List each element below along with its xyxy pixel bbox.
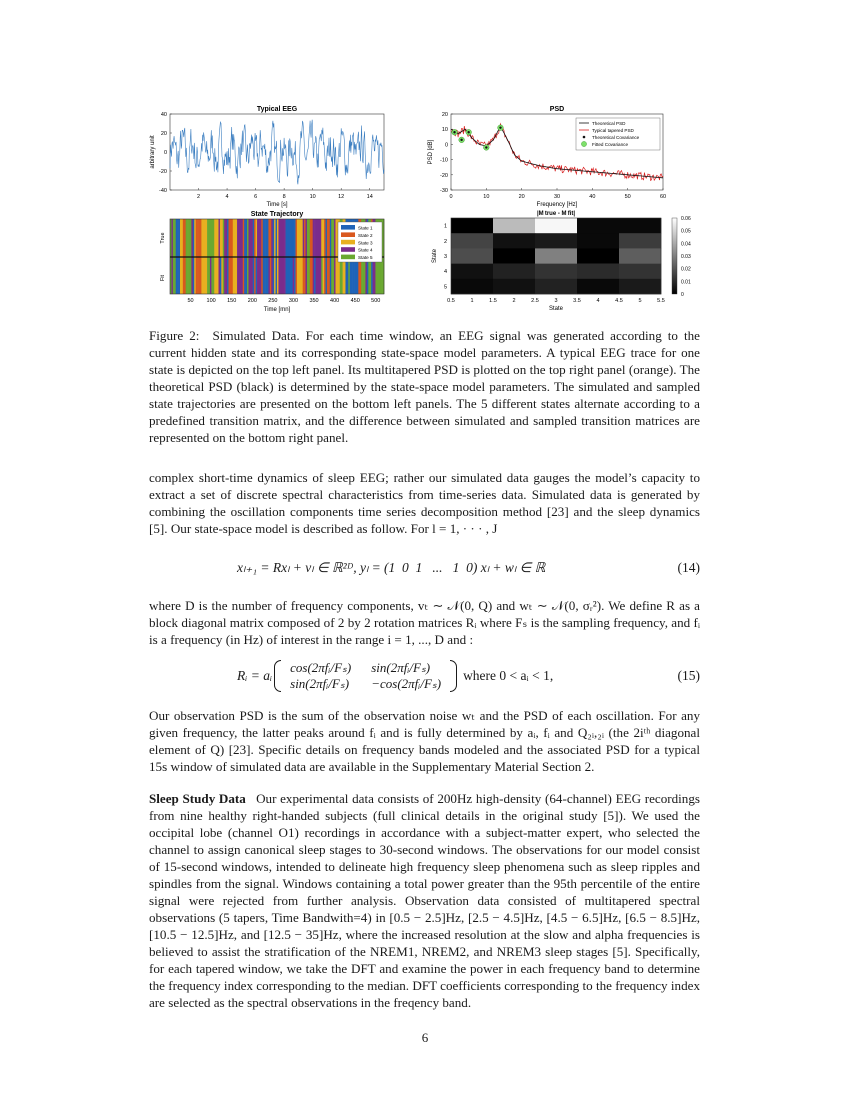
paragraph-definitions: where D is the number of frequency components, vₜ ∼ 𝒩(0, Q) and wₜ ∼ 𝒩(0, σᵣ²). We define R as a block diagonal matrix composed of 2 by 2 rotation matrices Rᵢ where Fₛ is the sampling frequency, and fᵢ is a frequency (in Hz) of interest in the range i = 1, ..., D and : — [149, 598, 700, 647]
matrix-cell — [577, 248, 619, 264]
eeg-xtick-label: 10 — [309, 194, 316, 200]
matrix-cell — [577, 264, 619, 280]
psd-ytick-label: -10 — [440, 157, 448, 164]
psd-xtick-label: 60 — [659, 194, 667, 200]
state-legend-label: State 2 — [358, 232, 373, 238]
matrix-ytick-label: 3 — [443, 254, 447, 260]
eeg-xtick-label: 12 — [338, 194, 345, 200]
psd-xtick-label: 50 — [624, 194, 631, 200]
matrix-xtick-label: 3.5 — [573, 298, 581, 304]
matrix-cell — [619, 279, 661, 295]
matrix-xtick-label: 4 — [596, 298, 600, 304]
state-legend-label: State 3 — [358, 240, 373, 246]
matrix-cell — [619, 233, 661, 249]
matrix-cell — [577, 218, 619, 234]
state-xtick-label: 500 — [371, 298, 381, 304]
psd-theoretical-point — [467, 131, 469, 133]
state-legend-swatch — [341, 240, 355, 245]
state-xtick-label: 100 — [206, 298, 216, 304]
equation-15-lhs: Rᵢ = aᵢ — [237, 668, 273, 683]
equation-14-number: (14) — [677, 560, 700, 575]
matrix-cell — [451, 264, 493, 280]
psd-ylabel: PSD [dB] — [428, 139, 434, 165]
matrix-cell — [451, 279, 493, 295]
psd-legend-item: Fitted Covariance — [592, 142, 629, 147]
matrix-xtick-label: 3 — [554, 298, 558, 304]
figure-canvas — [148, 100, 700, 320]
matrix-entry: cos(2πfᵢ/Fₛ) — [290, 660, 352, 675]
matrix-cell — [493, 233, 535, 249]
psd-legend-item: Theoretical PSD — [592, 121, 626, 126]
psd-theoretical-point — [460, 139, 462, 141]
psd-ytick-label: -20 — [440, 172, 448, 179]
matrix-xticks — [447, 298, 665, 304]
state-xtick-label: 300 — [288, 298, 299, 304]
matrix-xlabel: State — [548, 306, 564, 312]
matrix-cell — [451, 218, 493, 234]
matrix-cell — [535, 218, 577, 234]
psd-ytick-label: 0 — [444, 142, 448, 149]
psd-legend — [576, 118, 660, 150]
psd-panel — [428, 106, 666, 208]
paragraph-heading: Sleep Study Data — [149, 791, 246, 806]
eeg-xtick-label: 14 — [366, 194, 373, 200]
matrix-cell — [619, 248, 661, 264]
matrix-cell — [451, 248, 493, 264]
eeg-ytick-label: -40 — [159, 188, 167, 194]
eeg-xtick-label: 2 — [197, 194, 201, 200]
equation-14-body: xₗ₊₁ = Rxₗ + vₗ ∈ ℝ²ᴰ, yₗ = (1 0 1 ... 1 0) xₗ + wₗ ∈ ℝ — [237, 560, 546, 575]
matrix-xtick-label: 4.5 — [615, 298, 623, 304]
psd-ytick-label: 10 — [441, 127, 448, 134]
equation-15-matrix — [274, 660, 457, 692]
matrix-colorbar — [672, 218, 677, 294]
paragraph-simulated-data: complex short-time dynamics of sleep EEG; rather our simulated data gauges the model’s capacity to extract a set of discrete spectral characteristics from time-series data. Simulated data is generated by combining the oscillation components time series decomposition method [23] and the sleep dynamics [5]. Our state-space model is described as follow. For l = 1, · · · , J — [149, 470, 700, 536]
state-ylabel-fit: Fit — [160, 274, 166, 282]
psd-xtick-label: 30 — [553, 194, 561, 200]
psd-points — [452, 125, 504, 150]
matrix-panel — [432, 211, 691, 312]
matrix-xtick-label: 2 — [512, 298, 516, 304]
psd-xtick-label: 40 — [589, 194, 596, 200]
colorbar-tick-label: 0.01 — [681, 279, 691, 286]
state-xtick-label: 200 — [247, 298, 257, 304]
matrix-cell — [619, 264, 661, 280]
matrix-xtick-label: 5 — [638, 298, 642, 304]
matrix-cell — [535, 264, 577, 280]
state-panel — [160, 211, 384, 313]
state-xticks — [188, 298, 381, 304]
matrix-cell — [493, 264, 535, 280]
state-legend-label: State 1 — [358, 225, 373, 231]
matrix-cell — [577, 233, 619, 249]
psd-xtick-label: 0 — [449, 194, 453, 200]
paragraph-sleep-study-body: Our experimental data consists of 200Hz high-density (64-channel) EEG recordings from nine healthy right-handed subjects (full clinical details in the original study [5]). We used the occipital lobe (channel O1) recordings in accordance with a subject-matter expert, who selected the channel to assign canonical sleep stages to 30-second windows. The observations for our model consist of 15-second windows, intended to delineate high frequency sleep phenomena such as sleep ripples and spindles from the signal. Windows containing a total power greater than the 95th percentile of the entire signal were rejected from further analysis. Observation data consisted of multitapered spectral observations (5 tapers, Time Bandwith=4) in [0.5 − 2.5]Hz, [2.5 − 4.5]Hz, [4.5 − 6.5]Hz, [6.5 − 8.5]Hz, [10.5 − 12.5]Hz, and [12.5 − 35]Hz, where the increased resolution at the slow and alpha frequencies is believed to assist the stratification of the NREM1, NREM2, and NREM3 sleep stages [5]. Specifically, for each tapered window, we take the DFT and examine the power in each frequency band to determine the frequency index corresponding to the median. DFT coefficients corresponding to the frequency index are selected as the spectral observations in the freqency band. — [149, 791, 700, 1010]
matrix-ytick-label: 1 — [443, 223, 447, 230]
psd-legend-item: Theoretical Covariance — [592, 135, 640, 140]
state-xtick-label: 250 — [268, 298, 278, 304]
figure-caption: Figure 2: Simulated Data. For each time window, an EEG signal was generated according to the current hidden state and its corresponding state-space model parameters. A typical EEG trace for one state is depicted on the top left panel. Its multitapered PSD is plotted on the top right panel (orange). The theoretical PSD (black) is determined by the state-space model parameters. The simulated and sampled state trajectories are presented on the bottom left panels. The 5 different states alternate according to a predefined transition matrix, and the difference between simulated and sampled transition matrices are represented on the bottom right panel. — [149, 328, 700, 445]
matrix-ytick-label: 4 — [443, 269, 447, 276]
matrix-cell — [577, 279, 619, 295]
colorbar-tick-label: 0.06 — [681, 216, 691, 222]
colorbar-tick-label: 0 — [681, 292, 684, 298]
state-xtick-label: 50 — [187, 298, 194, 304]
state-ylabel-true: True — [160, 232, 166, 244]
equation-15-condition: where 0 < aᵢ < 1, — [463, 668, 554, 683]
eeg-ytick-label: 40 — [160, 112, 167, 118]
eeg-ytick-label: 0 — [163, 150, 167, 156]
state-xtick-label: 150 — [227, 298, 237, 304]
psd-theoretical-point — [453, 131, 455, 133]
state-title: State Trajectory — [250, 211, 304, 218]
psd-ytick-label: -30 — [440, 188, 448, 194]
matrix-cell — [493, 248, 535, 264]
eeg-xtick-label: 8 — [282, 194, 286, 200]
state-xtick-label: 350 — [309, 298, 319, 304]
matrix-ytick-label: 5 — [443, 284, 447, 291]
matrix-ytick-label: 2 — [443, 238, 447, 245]
psd-title: PSD — [549, 106, 565, 113]
colorbar-tick-label: 0.03 — [681, 254, 691, 260]
state-legend — [338, 222, 382, 262]
state-legend-swatch — [341, 247, 355, 252]
colorbar-tick-label: 0.02 — [681, 266, 691, 273]
eeg-xtick-label: 4 — [225, 194, 229, 200]
state-legend-swatch — [341, 232, 355, 237]
matrix-cell — [535, 233, 577, 249]
matrix-yticks — [444, 224, 447, 291]
matrix-cell — [493, 218, 535, 234]
psd-legend-item: Typical tapered PSD — [592, 128, 634, 133]
figure-2 — [148, 100, 700, 320]
matrix-xtick-label: 2.5 — [531, 298, 539, 304]
eeg-title: Typical EEG — [256, 106, 298, 113]
matrix-ylabel: State — [432, 248, 438, 264]
state-legend-swatch — [341, 255, 355, 260]
matrix-cell — [451, 233, 493, 249]
eeg-ytick-label: 20 — [160, 131, 167, 137]
eeg-ylabel: arbitrary unit — [150, 135, 156, 169]
eeg-xtick-label: 6 — [254, 194, 258, 200]
matrix-cells — [451, 218, 661, 294]
psd-xlabel: Frequency [Hz] — [536, 202, 578, 208]
matrix-entry: sin(2πfᵢ/Fₛ) — [290, 676, 350, 691]
matrix-colorbar-ticks — [681, 216, 691, 298]
matrix-cell — [535, 248, 577, 264]
paragraph-observation-psd: Our observation PSD is the sum of the observation noise wₜ and the PSD of each oscillation. For any given frequency, the latter peaks around fᵢ and is fully determined by aᵢ, fᵢ and Q₂ᵢ,₂ᵢ (the 2iᵗʰ diagonal element of Q) [23]. Specific details on frequency bands modeled and the associated PSD for a typical 15s window of simulated data are available in the Supplementary Material Section 2. — [149, 708, 700, 774]
equation-15 — [149, 658, 700, 694]
eeg-ytick-label: -20 — [159, 169, 167, 175]
state-legend-label: State 4 — [358, 247, 373, 253]
state-legend-swatch — [341, 225, 355, 230]
state-xtick-label: 400 — [330, 298, 340, 304]
psd-xtick-label: 20 — [518, 194, 525, 200]
eeg-trace — [170, 120, 384, 185]
matrix-xtick-label: 5.5 — [657, 298, 665, 304]
matrix-title: |M true - M fit| — [536, 211, 576, 217]
page-number: 6 — [421, 1030, 429, 1045]
matrix-entry: sin(2πfᵢ/Fₛ) — [371, 660, 431, 675]
matrix-xtick-label: 1 — [470, 298, 474, 304]
state-xlabel: Time [mn] — [263, 307, 291, 313]
state-xtick-label: 450 — [350, 298, 360, 304]
eeg-xlabel: Time [s] — [266, 202, 288, 208]
matrix-cell — [619, 218, 661, 234]
psd-xtick-label: 10 — [483, 194, 490, 200]
equation-15-number: (15) — [677, 668, 700, 683]
matrix-cell — [493, 279, 535, 295]
matrix-xtick-label: 0.5 — [447, 298, 455, 304]
paragraph-sleep-study — [149, 790, 700, 1011]
psd-theoretical-point — [499, 126, 501, 128]
eeg-panel — [150, 106, 384, 208]
matrix-cell — [535, 279, 577, 295]
psd-ytick-label: 20 — [441, 112, 448, 118]
colorbar-tick-label: 0.04 — [681, 241, 691, 248]
state-legend-label: State 5 — [358, 255, 373, 261]
matrix-entry: −cos(2πfᵢ/Fₛ) — [371, 676, 442, 691]
colorbar-tick-label: 0.05 — [681, 228, 691, 235]
psd-theoretical-point — [485, 146, 487, 148]
matrix-xtick-label: 1.5 — [489, 298, 497, 304]
